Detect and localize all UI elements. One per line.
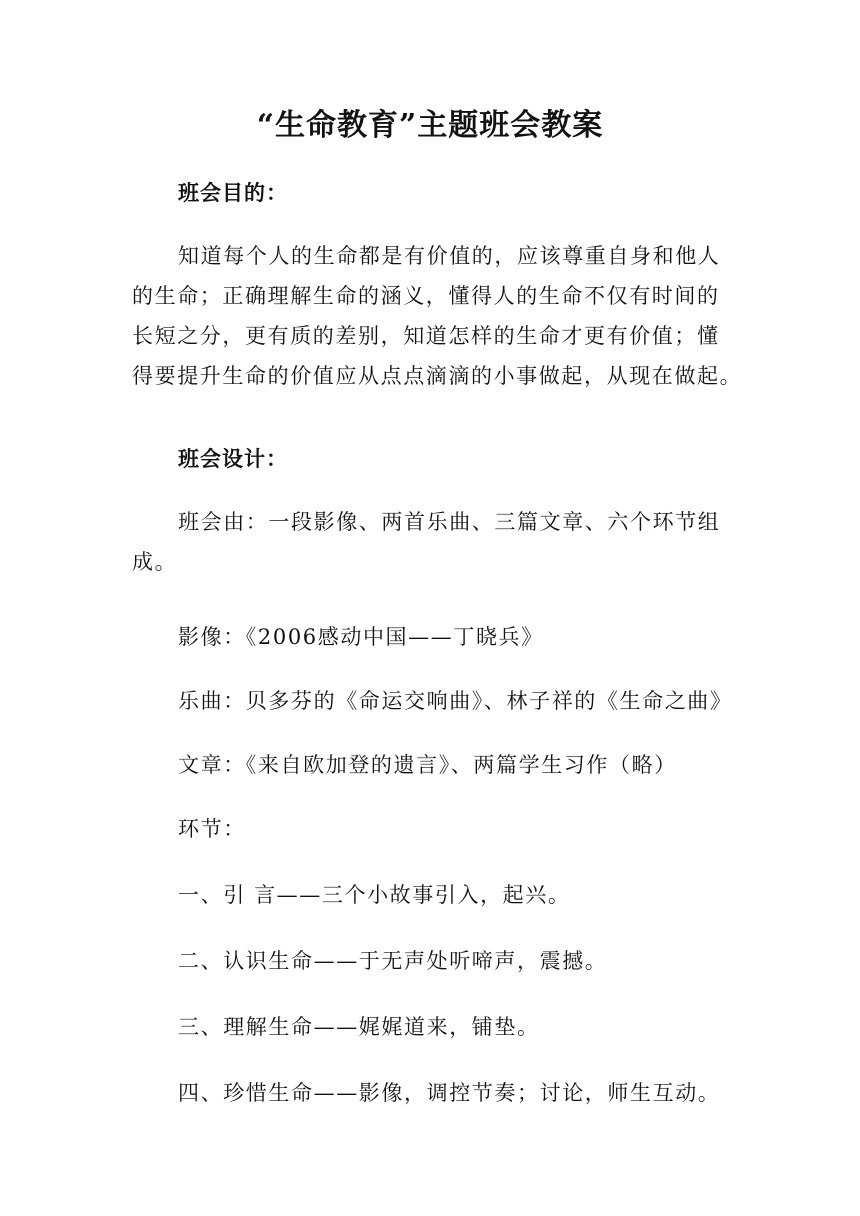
music-line: 乐曲：贝多芬的《命运交响曲》、林子祥的《生命之曲》 — [178, 689, 733, 713]
design-heading: 班会设计： — [178, 446, 288, 471]
segment-item-1: 一、引 言——三个小故事引入，起兴。 — [178, 883, 571, 907]
segment-item-3: 三、理解生命——娓娓道来，铺垫。 — [178, 1015, 540, 1039]
video-line: 影像：《2006感动中国——丁晓兵》 — [178, 625, 544, 649]
goal-line-4: 得要提升生命的价值应从点点滴滴的小事做起，从现在做起。 — [132, 364, 743, 388]
goal-heading: 班会目的： — [178, 180, 288, 205]
composition-line-1: 班会由：一段影像、两首乐曲、三篇文章、六个环节组 — [178, 510, 721, 534]
goal-line-3: 长短之分，更有质的差别，知道怎样的生命才更有价值；懂 — [132, 324, 720, 348]
goal-paragraph — [132, 236, 743, 396]
document-title: “生命教育”主题班会教案 — [256, 108, 604, 143]
segments-label: 环节： — [178, 817, 246, 841]
segment-item-2: 二、认识生命——于无声处听啼声，震撼。 — [178, 949, 608, 973]
goal-line-2: 的生命；正确理解生命的涵义，懂得人的生命不仅有时间的 — [132, 284, 720, 308]
composition-line-2: 成。 — [132, 550, 178, 574]
segment-item-4: 四、珍惜生命——影像，调控节奏；讨论，师生互动。 — [178, 1081, 721, 1105]
composition-paragraph — [132, 502, 740, 582]
articles-line: 文章：《来自欧加登的遗言》、两篇学生习作（略） — [178, 753, 677, 777]
goal-line-1: 知道每个人的生命都是有价值的，应该尊重自身和他人 — [178, 244, 721, 268]
